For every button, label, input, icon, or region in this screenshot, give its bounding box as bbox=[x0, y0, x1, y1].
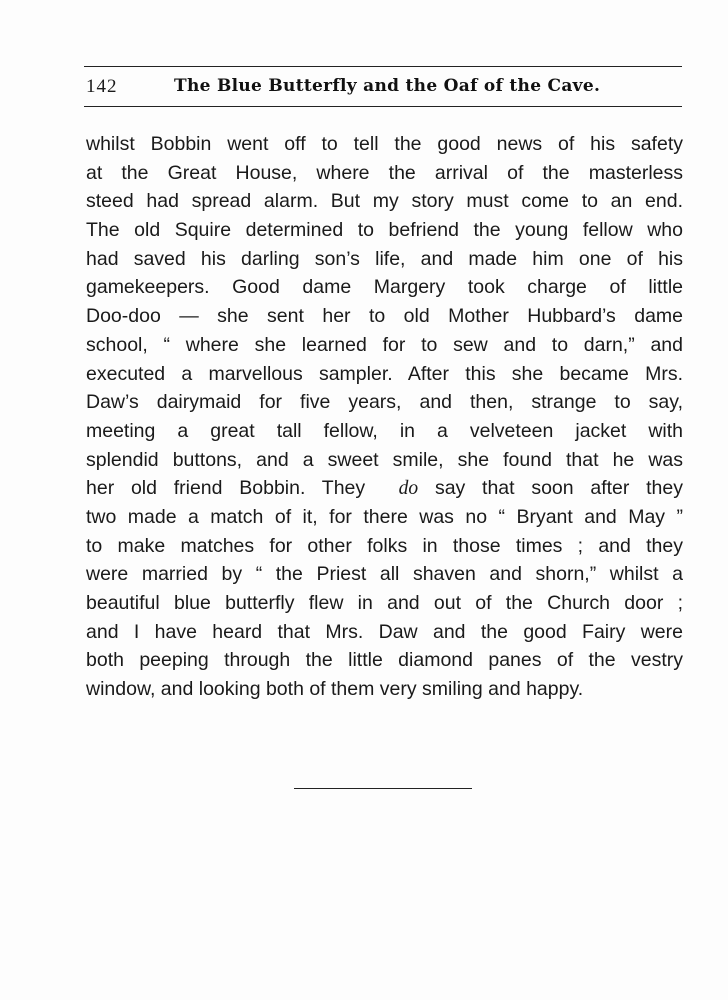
text-line: school, “ where she learned for to sew and to darn,” and bbox=[86, 333, 683, 356]
body-paragraph bbox=[86, 130, 683, 704]
text-line: beautiful blue butterfly flew in and out of the Church door ; bbox=[86, 592, 683, 614]
text-line: executed a marvellous sampler. After this she became Mrs. bbox=[86, 362, 683, 385]
text-line: to make matches for other folks in those times ; and they bbox=[86, 534, 683, 557]
text-line-with-italic bbox=[86, 474, 683, 503]
text-line: both peeping through the little diamond panes of the vestry bbox=[86, 649, 683, 672]
text-line: meeting a great tall fellow, in a velveteen jacket with bbox=[86, 419, 683, 442]
text-line: were married by “ the Priest all shaven and shorn,” whilst a bbox=[86, 563, 683, 586]
text-segment: her old friend Bobbin. They bbox=[86, 477, 366, 500]
header-bottom-rule bbox=[84, 106, 682, 107]
header-top-rule bbox=[84, 66, 682, 67]
italic-word: do bbox=[398, 478, 419, 500]
running-title: The Blue Butterfly and the Oaf of the Cave. bbox=[174, 76, 601, 96]
text-segment: say that soon after they bbox=[434, 477, 683, 500]
text-line: gamekeepers. Good dame Margery took charge of little bbox=[86, 276, 683, 299]
text-line: steed had spread alarm. But my story must come to an end. bbox=[86, 190, 683, 213]
text-line: whilst Bobbin went off to tell the good news of his safety bbox=[86, 133, 683, 155]
text-line: Doo-doo — she sent her to old Mother Hubbard’s dame bbox=[86, 305, 683, 328]
text-line: two made a match of it, for there was no “ Bryant and May ” bbox=[86, 505, 683, 528]
running-header bbox=[84, 74, 682, 102]
text-line: had saved his darling son’s life, and made him one of his bbox=[86, 247, 683, 270]
text-line: splendid buttons, and a sweet smile, she found that he was bbox=[86, 448, 683, 471]
text-line: and I have heard that Mrs. Daw and the good Fairy were bbox=[86, 620, 683, 643]
text-line: Daw’s dairymaid for five years, and then, strange to say, bbox=[86, 391, 683, 414]
text-line: The old Squire determined to befriend the young fellow who bbox=[86, 219, 683, 242]
chapter-end-rule bbox=[294, 788, 472, 789]
page-number: 142 bbox=[86, 76, 118, 97]
text-line: at the Great House, where the arrival of the masterless bbox=[86, 161, 683, 184]
text-line: window, and looking both of them very smiling and happy. bbox=[86, 678, 584, 701]
